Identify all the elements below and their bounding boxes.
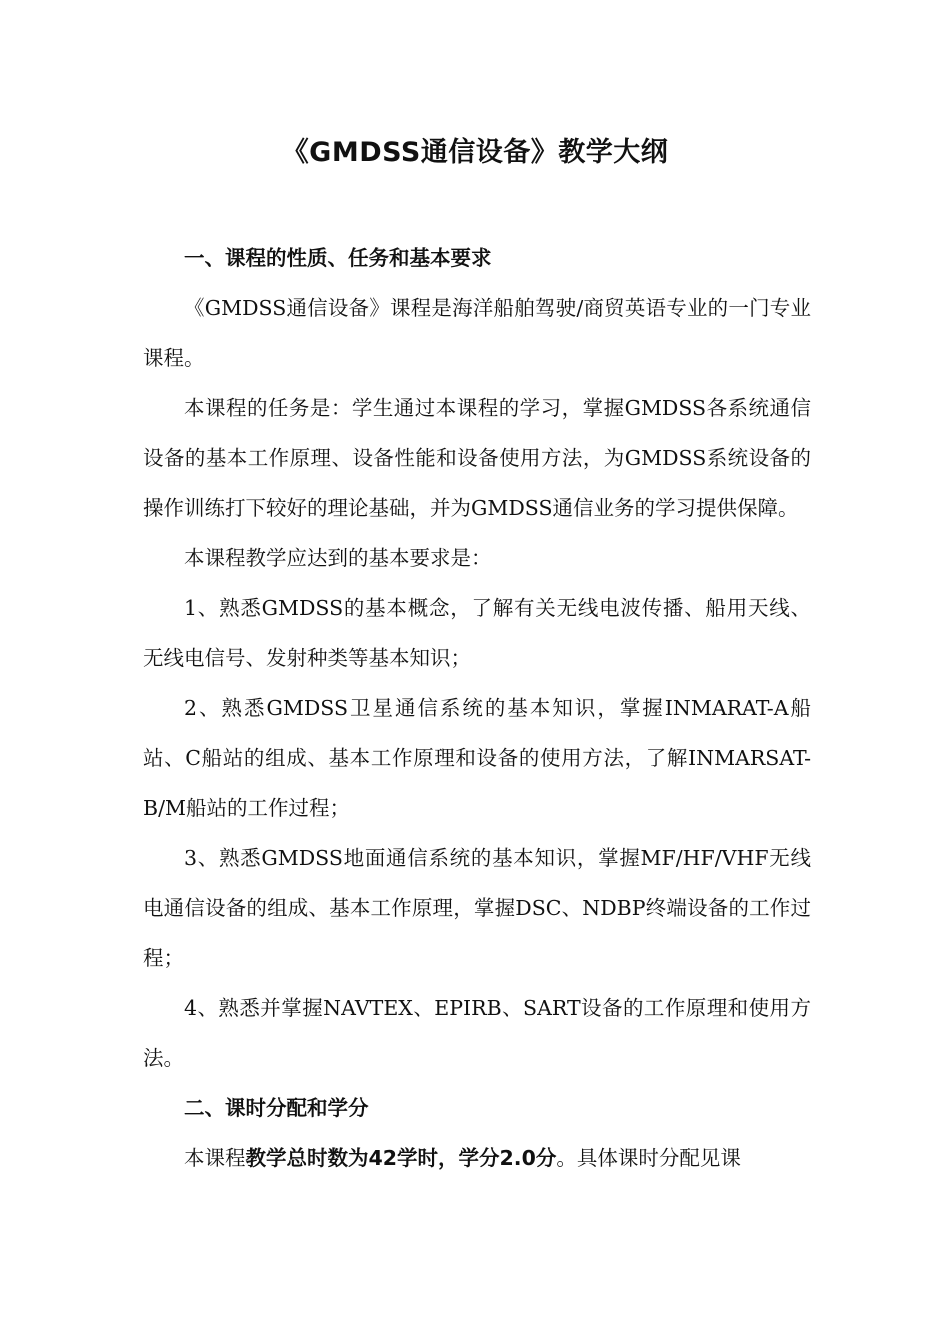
- paragraph-hours-credits: [143, 1133, 811, 1183]
- document-body: [143, 233, 811, 1183]
- paragraph-course-task: 本课程的任务是：学生通过本课程的学习，掌握GMDSS各系统通信设备的基本工作原理、设备性能和设备使用方法，为GMDSS系统设备的操作训练打下较好的理论基础，并为GMDSS通信业务的学习提供保障。: [143, 396, 811, 520]
- paragraph-course-nature: 《GMDSS通信设备》课程是海洋船舶驾驶/商贸英语专业的一门专业课程。: [143, 296, 811, 370]
- paragraph-requirements-intro: 本课程教学应达到的基本要求是：: [184, 546, 492, 570]
- section-heading-1: 一、课程的性质、任务和基本要求: [184, 246, 492, 270]
- hours-tail-text: 。具体课时分配见课: [556, 1146, 741, 1170]
- section-heading-2: 二、课时分配和学分: [184, 1096, 369, 1120]
- document-title: 《GMDSS通信设备》教学大纲: [281, 137, 669, 168]
- hours-bold-text: 教学总时数为42学时，学分2.0分: [245, 1146, 557, 1170]
- requirement-item-3: 3、熟悉GMDSS地面通信系统的基本知识，掌握MF/HF/VHF无线电通信设备的组成、基本工作原理，掌握DSC、NDBP终端设备的工作过程；: [143, 846, 811, 970]
- requirement-item-2: 2、熟悉GMDSS卫星通信系统的基本知识，掌握INMARAT-A船站、C船站的组成、基本工作原理和设备的使用方法，了解INMARSAT-B/M船站的工作过程；: [143, 696, 811, 820]
- requirement-item-4: 4、熟悉并掌握NAVTEX、EPIRB、SART设备的工作原理和使用方法。: [143, 996, 811, 1070]
- hours-lead-text: 本课程: [184, 1146, 246, 1170]
- requirement-item-1: 1、熟悉GMDSS的基本概念，了解有关无线电波传播、船用天线、无线电信号、发射种类等基本知识；: [143, 596, 811, 670]
